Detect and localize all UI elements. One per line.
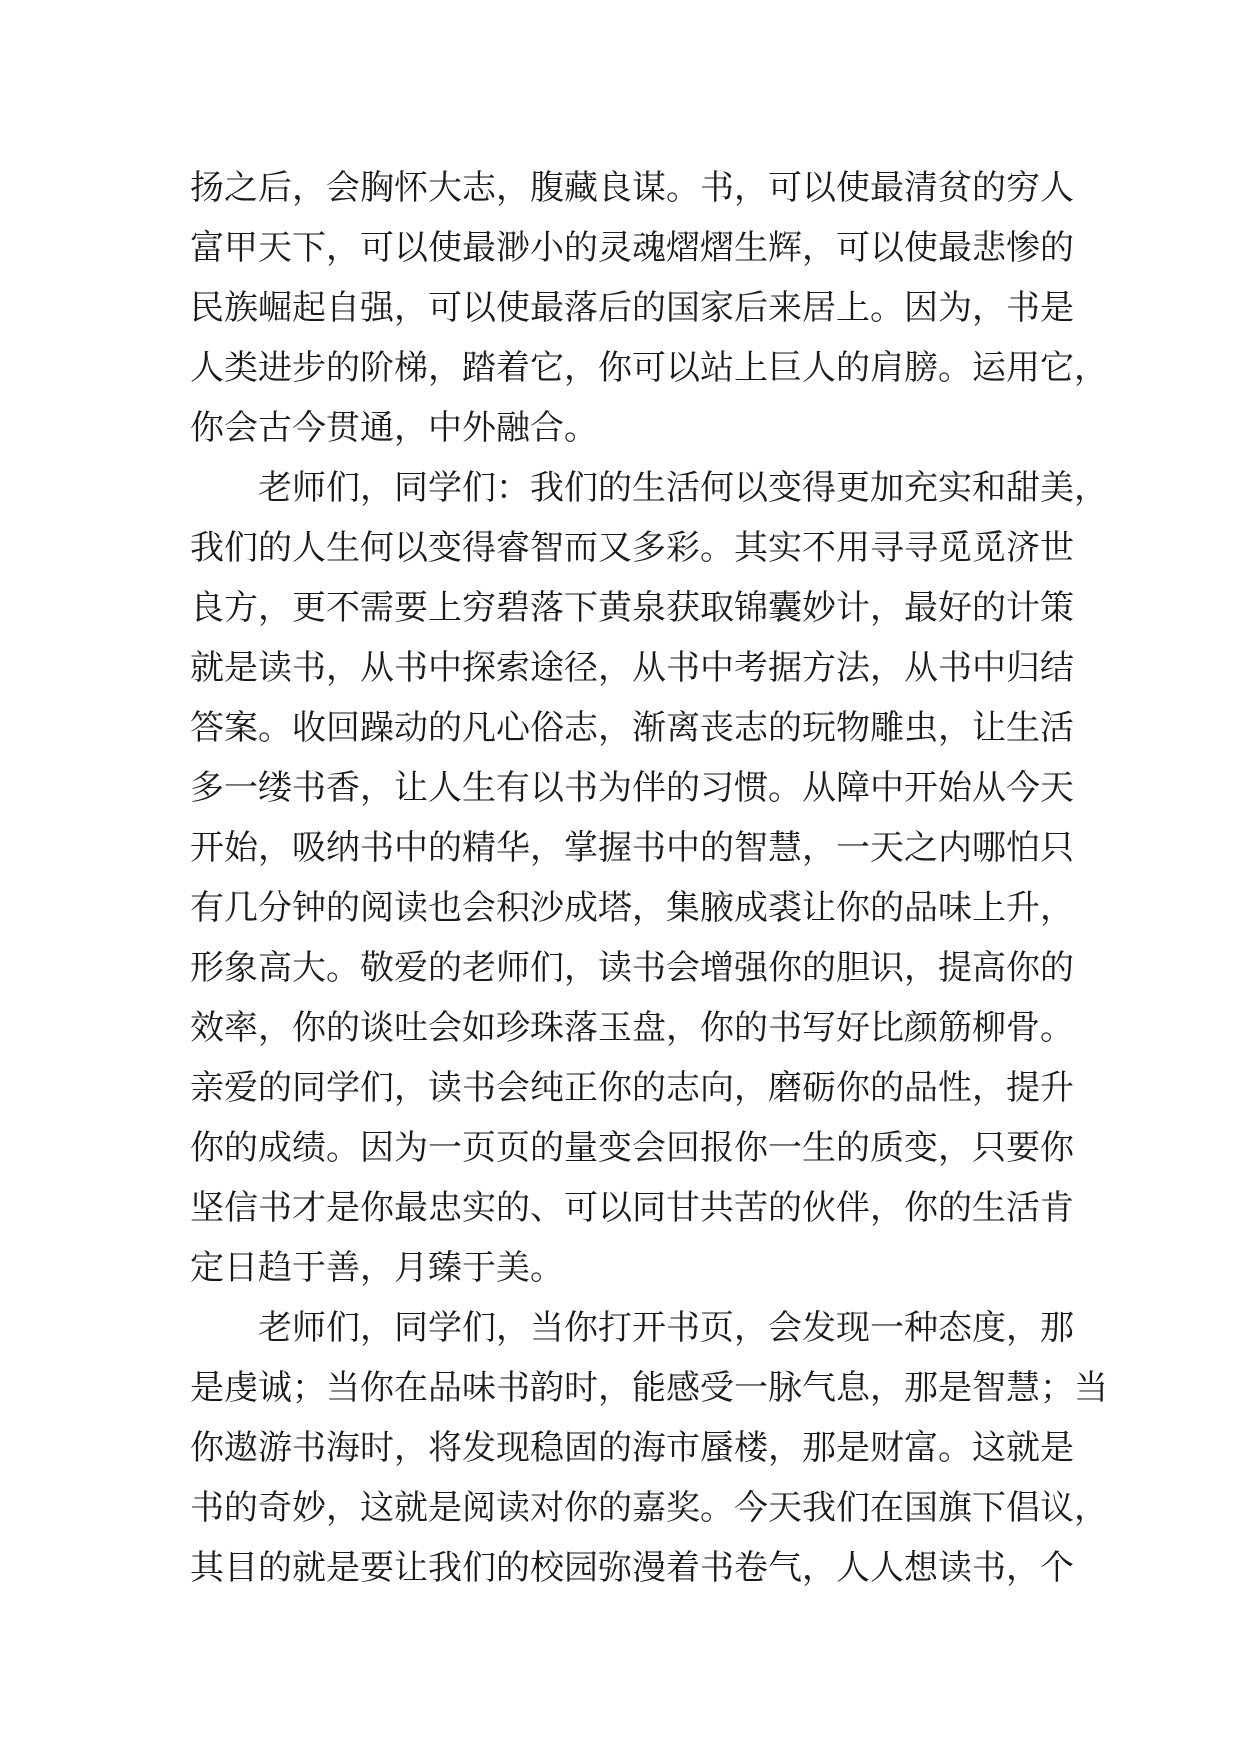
text-line-indented: 老师们，同学们：我们的生活何以变得更加充实和甜美， bbox=[258, 468, 1108, 508]
text-line: 其目的就是要让我们的校园弥漫着书卷气，人人想读书，个 bbox=[190, 1548, 1074, 1588]
paragraph-1 bbox=[190, 158, 1108, 458]
paragraph-2 bbox=[190, 458, 1108, 1298]
text-line: 你的成绩。因为一页页的量变会回报你一生的质变，只要你 bbox=[190, 1128, 1074, 1168]
text-line: 书的奇妙，这就是阅读对你的嘉奖。今天我们在国旗下倡议， bbox=[190, 1488, 1108, 1528]
text-line: 坚信书才是你最忠实的、可以同甘共苦的伙伴，你的生活肯 bbox=[190, 1188, 1074, 1228]
text-line-indented: 老师们，同学们，当你打开书页，会发现一种态度，那 bbox=[258, 1308, 1074, 1348]
text-line: 你会古今贯通，中外融合。 bbox=[190, 408, 598, 448]
text-line: 答案。收回躁动的凡心俗志，渐离丧志的玩物雕虫，让生活 bbox=[190, 708, 1074, 748]
text-line: 我们的人生何以变得睿智而又多彩。其实不用寻寻觅觅济世 bbox=[190, 528, 1074, 568]
text-line: 就是读书，从书中探索途径，从书中考据方法，从书中归结 bbox=[190, 648, 1074, 688]
text-line: 开始，吸纳书中的精华，掌握书中的智慧，一天之内哪怕只 bbox=[190, 828, 1074, 868]
text-line: 人类进步的阶梯，踏着它，你可以站上巨人的肩膀。运用它， bbox=[190, 348, 1108, 388]
text-line: 扬之后，会胸怀大志，腹藏良谋。书，可以使最清贫的穷人 bbox=[190, 168, 1074, 208]
text-line: 形象高大。敬爱的老师们，读书会增强你的胆识，提高你的 bbox=[190, 948, 1074, 988]
text-line: 效率，你的谈吐会如珍珠落玉盘，你的书写好比颜筋柳骨。 bbox=[190, 1008, 1074, 1048]
body-text bbox=[190, 158, 1108, 1598]
text-line: 定日趋于善，月臻于美。 bbox=[190, 1248, 564, 1288]
text-line: 你遨游书海时，将发现稳固的海市蜃楼，那是财富。这就是 bbox=[190, 1428, 1074, 1468]
paragraph-3 bbox=[190, 1298, 1108, 1598]
text-line: 民族崛起自强，可以使最落后的国家后来居上。因为，书是 bbox=[190, 288, 1074, 328]
text-line: 富甲天下，可以使最渺小的灵魂熠熠生辉，可以使最悲惨的 bbox=[190, 228, 1074, 268]
text-line: 良方，更不需要上穷碧落下黄泉获取锦囊妙计，最好的计策 bbox=[190, 588, 1074, 628]
text-line: 多一缕书香，让人生有以书为伴的习惯。从障中开始从今天 bbox=[190, 768, 1074, 808]
text-line: 是虔诚；当你在品味书韵时，能感受一脉气息，那是智慧；当 bbox=[190, 1368, 1108, 1408]
text-line: 有几分钟的阅读也会积沙成塔，集腋成裘让你的品味上升， bbox=[190, 888, 1074, 928]
text-line: 亲爱的同学们，读书会纯正你的志向，磨砺你的品性，提升 bbox=[190, 1068, 1074, 1108]
